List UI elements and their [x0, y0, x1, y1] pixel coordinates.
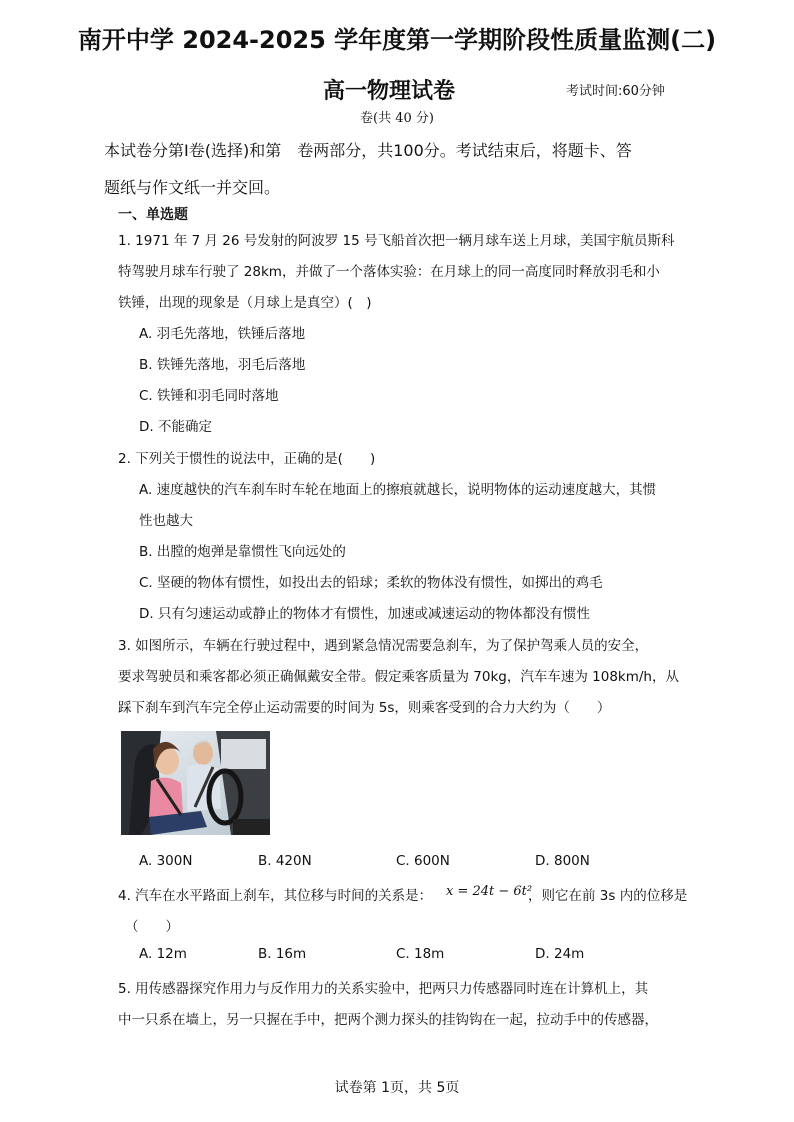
q1-option-c: C. 铁锤和羽毛同时落地: [139, 388, 279, 404]
section-title: 一、单选题: [118, 207, 188, 223]
q4-formula: x = 24t − 6t²: [446, 884, 533, 899]
q4-line-1: 4. 汽车在水平路面上刹车，其位移与时间的关系是：: [118, 888, 433, 904]
q2-option-d: D. 只有匀速运动或静止的物体才有惯性，加速或减速运动的物体都没有惯性: [139, 606, 590, 622]
q5-line-2: 中一只系在墙上，另一只握在手中，把两个测力探头的挂钩钩在一起，拉动手中的传感器，: [118, 1012, 658, 1028]
q3-option-a: A. 300N: [139, 853, 193, 869]
q1-option-d: D. 不能确定: [139, 419, 212, 435]
q3-line-2: 要求驾驶员和乘客都必须正确佩戴安全带。假定乘客质量为 70kg，汽车车速为 108km/h，从: [118, 669, 679, 685]
q3-line-3: 踩下刹车到汽车完全停止运动需要的时间为 5s，则乘客受到的合力大约为（ ）: [118, 700, 611, 716]
q1-option-b: B. 铁锤先落地，羽毛后落地: [139, 357, 306, 373]
q3-line-1: 3. 如图所示，车辆在行驶过程中，遇到紧急情况需要急刹车，为了保护驾乘人员的安全，: [118, 638, 649, 654]
paper-subtitle: 高一物理试卷: [323, 79, 456, 104]
intro-line-1: 本试卷分第Ⅰ卷(选择)和第 卷两部分，共100分。考试结束后，将题卡、答: [104, 141, 632, 160]
q1-option-a: A. 羽毛先落地，铁锤后落地: [139, 326, 306, 342]
q2-line-1: 2. 下列关于惯性的说法中，正确的是( ): [118, 451, 376, 467]
q4-line-2: （ ）: [125, 919, 179, 935]
q1-line-3: 铁锤，出现的现象是（月球上是真空）( ): [118, 295, 372, 311]
q1-line-2: 特驾驶月球车行驶了 28km，并做了一个落体实验：在月球上的同一高度同时释放羽毛和小: [118, 264, 660, 280]
q2-option-a-cont: 性也越大: [139, 513, 193, 529]
intro-line-2: 题纸与作文纸一并交回。: [104, 178, 281, 197]
volume-label: 卷(共 40 分): [360, 111, 434, 126]
q5-line-1: 5. 用传感器探究作用力与反作用力的关系实验中，把两只力传感器同时连在计算机上，其: [118, 981, 649, 997]
q2-option-b: B. 出膛的炮弹是靠惯性飞向远处的: [139, 544, 346, 560]
q3-option-d: D. 800N: [535, 853, 590, 869]
q4-option-d: D. 24m: [535, 946, 585, 962]
q4-option-a: A. 12m: [139, 946, 187, 962]
page-footer: 试卷第 1页，共 5页: [334, 1080, 460, 1096]
q4-line-1-cont: ，则它在前 3s 内的位移是: [528, 888, 688, 904]
q1-line-1: 1. 1971 年 7 月 26 号发射的阿波罗 15 号飞船首次把一辆月球车送上月球，美国宇航员斯科: [118, 233, 675, 249]
q3-option-b: B. 420N: [258, 853, 312, 869]
q4-option-b: B. 16m: [258, 946, 307, 962]
exam-time: 考试时间:60分钟: [566, 84, 665, 99]
q2-option-a: A. 速度越快的汽车刹车时车轮在地面上的擦痕就越长，说明物体的运动速度越大，其惯: [139, 482, 657, 498]
q2-option-c: C. 坚硬的物体有惯性，如投出去的铅球；柔软的物体没有惯性，如掷出的鸡毛: [139, 575, 603, 591]
car-seatbelt-photo: [121, 731, 270, 835]
q3-option-c: C. 600N: [396, 853, 450, 869]
q4-option-c: C. 18m: [396, 946, 445, 962]
paper-title: 南开中学 2024-2025 学年度第一学期阶段性质量监测(二): [77, 26, 717, 54]
